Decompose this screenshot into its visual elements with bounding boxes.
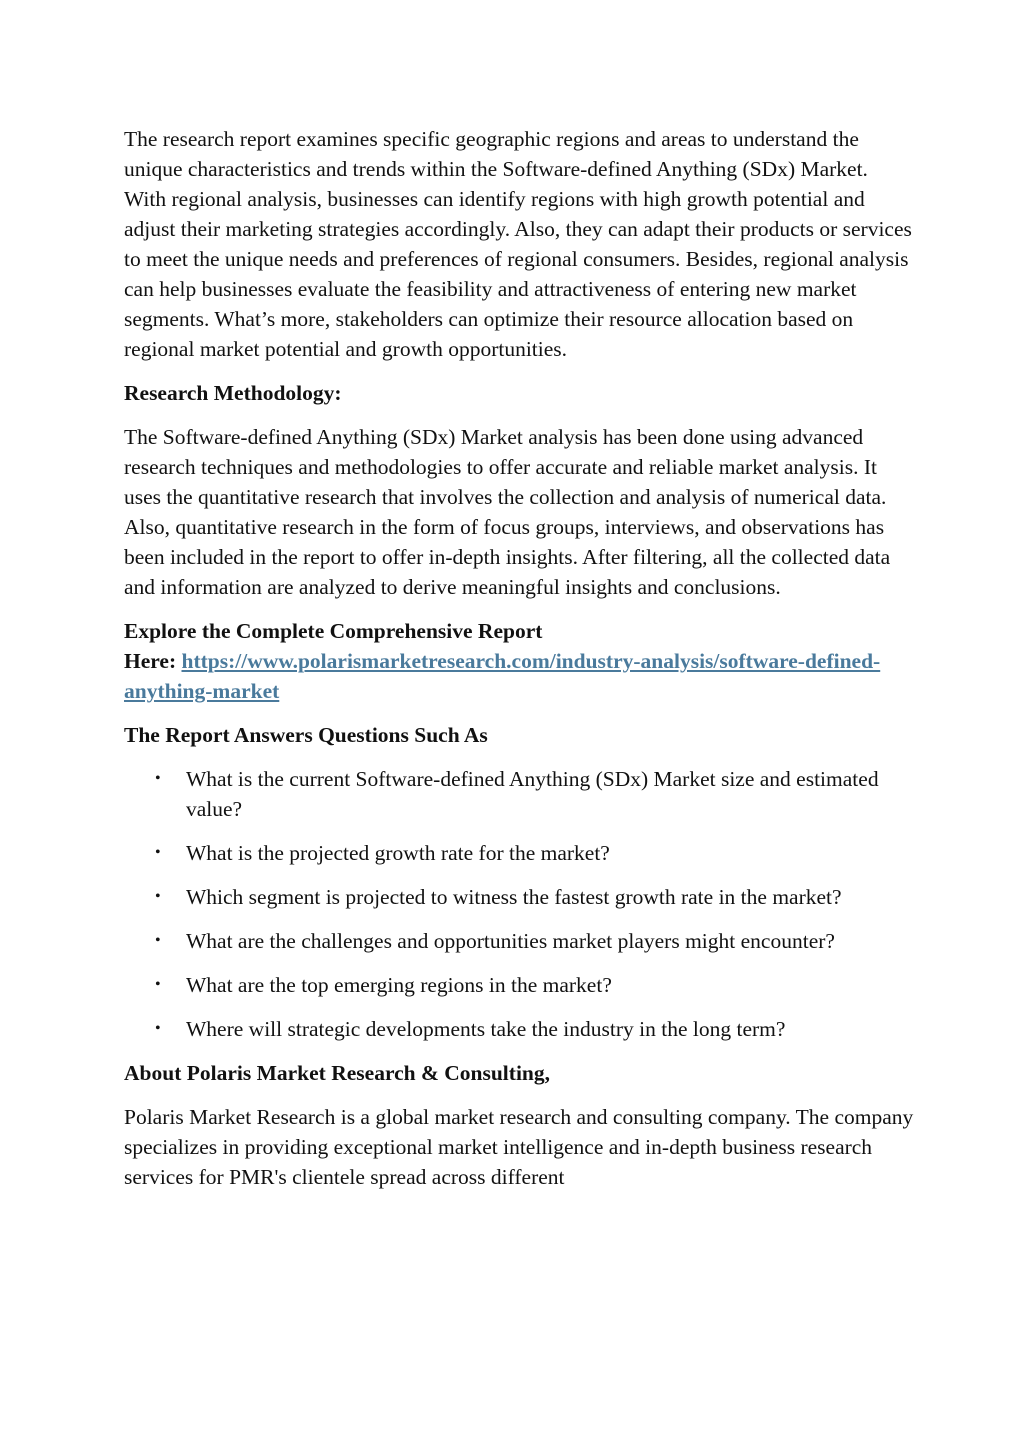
research-methodology-heading: Research Methodology: [124,381,342,405]
methodology-paragraph: The Software-defined Anything (SDx) Market analysis has been done using advanced research techniques and methodologies to offer accurate and reliable market analysis. It uses the quantitative research that involves the collection and analysis of numerical data. Also, quantitative research in the form of focus groups, interviews, and observations has been included in the report to offer in-depth insights. After filtering, all the collected data and information are analyzed to derive meaningful insights and conclusions. [124,425,891,599]
report-link[interactable]: https://www.polarismarketresearch.com/industry-analysis/software-defined-anything-market [124,649,881,703]
questions-heading: The Report Answers Questions Such As [124,723,488,747]
questions-list [124,764,914,1044]
list-item [124,1014,914,1044]
question-text: Which segment is projected to witness the fastest growth rate in the market? [186,885,842,909]
bullet-icon: • [155,770,161,787]
list-item [124,764,914,824]
question-text: Where will strategic developments take the industry in the long term? [186,1017,786,1041]
question-text: What are the top emerging regions in the market? [186,973,612,997]
bullet-icon: • [155,844,161,861]
about-heading: About Polaris Market Research & Consulting, [124,1061,551,1085]
list-item [124,970,914,1000]
list-item [124,926,914,956]
bullet-icon: • [155,1020,161,1037]
bullet-icon: • [155,976,161,993]
list-item [124,838,914,868]
regional-analysis-paragraph: The research report examines specific geographic regions and areas to understand the unique characteristics and trends within the Software-defined Anything (SDx) Market. With regional analysis, businesses can identify regions with high growth potential and adjust their marketing strategies accordingly. Also, they can adapt their products or services to meet the unique needs and preferences of regional consumers. Besides, regional analysis can help businesses evaluate the feasibility and attractiveness of entering new market segments. What’s more, stakeholders can optimize their resource allocation based on regional market potential and growth opportunities. [124,127,912,361]
report-link-block [124,616,914,706]
bullet-icon: • [155,888,161,905]
question-text: What is the current Software-defined Anything (SDx) Market size and estimated value? [186,767,879,821]
question-text: What are the challenges and opportunities market players might encounter? [186,929,835,953]
about-paragraph: Polaris Market Research is a global market research and consulting company. The company specializes in providing exceptional market intelligence and in-depth business research services for PMR's clientele spread across different [124,1105,914,1189]
bullet-icon: • [155,932,161,949]
link-prefix: Here: [124,649,182,673]
list-item [124,882,914,912]
explore-report-heading: Explore the Complete Comprehensive Report [124,619,543,643]
document-page [124,124,914,1206]
question-text: What is the projected growth rate for the market? [186,841,610,865]
